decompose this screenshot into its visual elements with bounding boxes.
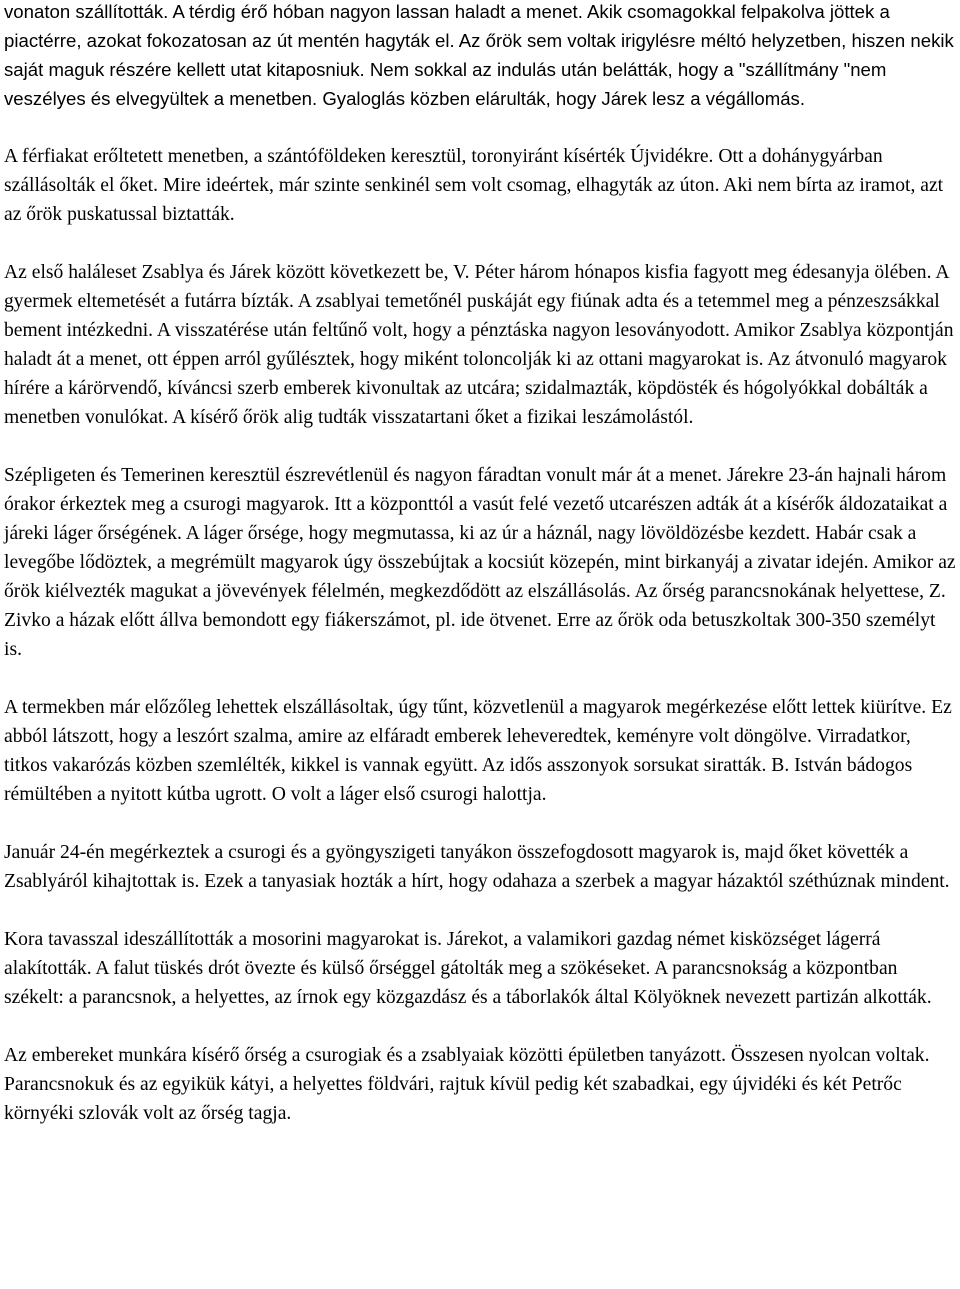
paragraph-8: Az embereket munkára kísérő őrség a csurogiak és a zsablyaiak közötti épületben tanyázott. Összesen nyolcan voltak. Parancsnokuk és az egyikük kátyi, a helyettes földvári, rajtuk kívül pedig két szabadkai, egy újvidéki és két Petrőc környéki szlovák volt az őrség tagja. xyxy=(4,1045,930,1124)
paragraph-3: Az első haláleset Zsablya és Járek között következett be, V. Péter három hónapos kisfia fagyott meg édesanyja ölében. A gyermek eltemetését a futárra bízták. A zsablyai temetőnél puskáját egy fiúnak adta és a tetemmel meg a pénzeszsákkal bement intézkedni. A visszatérése után feltűnő volt, hogy a pénztáska nagyon lesoványodott. Amikor Zsablya központján haladt át a menet, ott éppen arról gyűlésztek, hogy miként toloncolják ki az ottani magyarokat is. Az átvonuló magyarok hírére a kárörvendő, kíváncsi szerb emberek kivonultak az utcára; szidalmazták, köpdösték és hógolyókkal dobálták a menetben vonulókat. A kísérő őrök alig tudták visszatartani őket a fizikai leszámolástól. xyxy=(4,262,954,428)
paragraph-7: Kora tavasszal ideszállították a mosorini magyarokat is. Járekot, a valamikori gazdag német kisközséget lágerrá alakították. A falut tüskés drót övezte és külső őrséggel gátolták meg a szökéseket. A parancsnokság a központban székelt: a parancsnok, a helyettes, az írnok egy közgazdász és a táborlakók által Kölyöknek nevezett partizán alkották. xyxy=(4,929,932,1008)
paragraph-6: Január 24-én megérkeztek a csurogi és a gyöngyszigeti tanyákon összefogdosott magyarok is, majd őket követték a Zsablyáról kihajtottak is. Ezek a tanyasiak hozták a hírt, hogy odahaza a szerbek a magyar házaktól széthúznak mindent. xyxy=(4,842,950,892)
paragraph-4: Szépligeten és Temerinen keresztül észrevétlenül és nagyon fáradtan vonult már át a menet. Járekre 23-án hajnali három órakor érkeztek meg a csurogi magyarok. Itt a központtól a vasút felé vezető utcarészen adták át a kísérők áldozataikat a járeki láger őrségének. A láger őrsége, hogy megmutassa, ki az úr a háznál, nagy lövöldözésbe kezdett. Habár csak a levegőbe lődöztek, a megrémült magyarok úgy összebújtak a kocsiút közepén, mint birkanyáj a zivatar idején. Amikor az őrök kiélvezték magukat a jövevények félelmén, megkezdődött az elszállásolás. Az őrség parancsnokának helyettese, Z. Zivko a házak előtt állva bemondott egy fiákerszámot, pl. ide ötvenet. Erre az őrök oda betuszkoltak 300-350 személyt is. xyxy=(4,465,956,660)
paragraph-2: A férfiakat erőltetett menetben, a szántóföldeken keresztül, toronyiránt kísérték Újvidékre. Ott a dohánygyárban szállásolták el őket. Mire ideértek, már szinte senkinél sem volt csomag, elhagyták az úton. Aki nem bírta az iramot, azt az őrök puskatussal biztatták. xyxy=(4,146,944,225)
paragraph-1: vonaton szállították. A térdig érő hóban nagyon lassan haladt a menet. Akik csomagokkal felpakolva jöttek a piactérre, azokat fokozatosan az út mentén hagyták el. Az őrök sem voltak irigylésre méltó helyzetben, hiszen nekik saját maguk részére kellett utat kitaposniuk. Nem sokkal az indulás után belátták, hogy a "szállítmány "nem veszélyes és elvegyültek a menetben. Gyaloglás közben elárulták, hogy Járek lesz a végállomás. xyxy=(4,1,954,109)
paragraph-5: A termekben már előzőleg lehettek elszállásoltak, úgy tűnt, közvetlenül a magyarok megérkezése előtt lettek kiürítve. Ez abból látszott, hogy a leszórt szalma, amire az elfáradt emberek leheveredtek, keményre volt döngölve. Virradatkor, titkos vakarózás közben szemlélték, kikkel is vannak együtt. Az idős asszonyok sorsukat siratták. B. István bádogos rémültében a nyitott kútba ugrott. O volt a láger első csurogi halottja. xyxy=(4,697,952,805)
document-page xyxy=(4,0,958,1157)
